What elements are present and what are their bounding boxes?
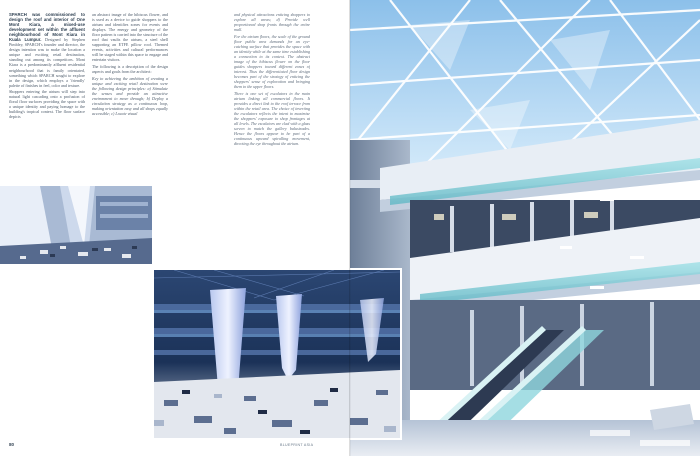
body-paragraph: For the atrium floors, the scale of the ground floor public area demands for an eye-catching surface that provides the space with an identity while at the same time establishing a connection to its context. The abstract image of the hibiscus flower on the floor guides shoppers toward different zones of interest. Thus the differentiated floor design becomes part of the strategy of enticing the shoppers' sense of exploration and bringing them to the upper floors. <box>234 33 310 90</box>
article-lede: SPARCH was commissioned to design the roof and interior of One Mont Kiara, a mixed-use development set within the affluent neighbourhood of Mont Kiara in Kuala Lumpur. <box>9 12 85 43</box>
article-column-1 <box>9 12 85 200</box>
right-page-photo <box>350 0 700 456</box>
article-column-2 <box>92 12 168 178</box>
body-paragraph: Shoppers entering the atrium will step into natural light cascading onto a profusion of floral floor surfaces providing the space with a unique identity and paying homage to the building's tropical context. The floor surface depicts <box>9 89 85 120</box>
atrium-inset-photo <box>152 268 402 440</box>
body-paragraph: an abstract image of the hibiscus flower, and is used as a device to guide shoppers to the atrium and identifies zones for events and displays. The energy and geometry of the floor pattern is carried into the structure of the roof that vaults the atrium, a steel shell supporting an ETFE pillow roof. Themed events, activities and cultural performances will be staged within this space to engage and entertain visitors. <box>92 12 168 63</box>
atrium-detail-illustration <box>0 186 152 264</box>
body-paragraph: There is one set of escalators in the main atrium linking all commercial floors. It provides a direct link to the roof terrace from within the retail area. The choice of inverting the escalators reflects the intent to maximise the shoppers' exposure to shop frontages at all levels. The escalators are clad with a glass screen to match the gallery balustrades. Hence the floors appear to be part of a continuous upward spiralling movement, directing the eye throughout the atrium. <box>234 90 310 147</box>
body-paragraph: The following is a description of the design aspects and goals from the architect: <box>92 63 168 75</box>
running-footer: BLUEPRINT ASIA <box>280 443 314 447</box>
body-paragraph: Key to achieving the ambition of creating a unique and exciting retail destination were the following design principles: a) Stimulate the senses and provide an attractive environment to move through; b) Deploy a circulation strategy as a continuous loop, making orientation easy and all shops equally accessible; c) Locate visual <box>92 75 168 116</box>
article-column-3 <box>234 12 310 230</box>
body-paragraph: and physical attractions enticing shoppers to explore all areas; d) Provide well proportioned shop fronts through the entire mall. <box>234 12 310 33</box>
atrium-detail-photo <box>0 186 152 264</box>
page-number: 80 <box>9 442 15 447</box>
atrium-inset-illustration <box>154 270 400 438</box>
atrium-fullpage-illustration <box>350 0 700 456</box>
page-gutter <box>349 0 351 456</box>
body-paragraph: Designed by Stephen Pimbley, SPARCH's founder and director, the design intention was to make the location a unique and exciting retail destination, standing out among its competitors. Mont Kiara is a predominantly affluent residential neighbourhood that is family orientated, something which SPARCH sought to explore in the design, which employs a 'friendly' palette of finishes in feel, color and texture. <box>9 37 85 88</box>
